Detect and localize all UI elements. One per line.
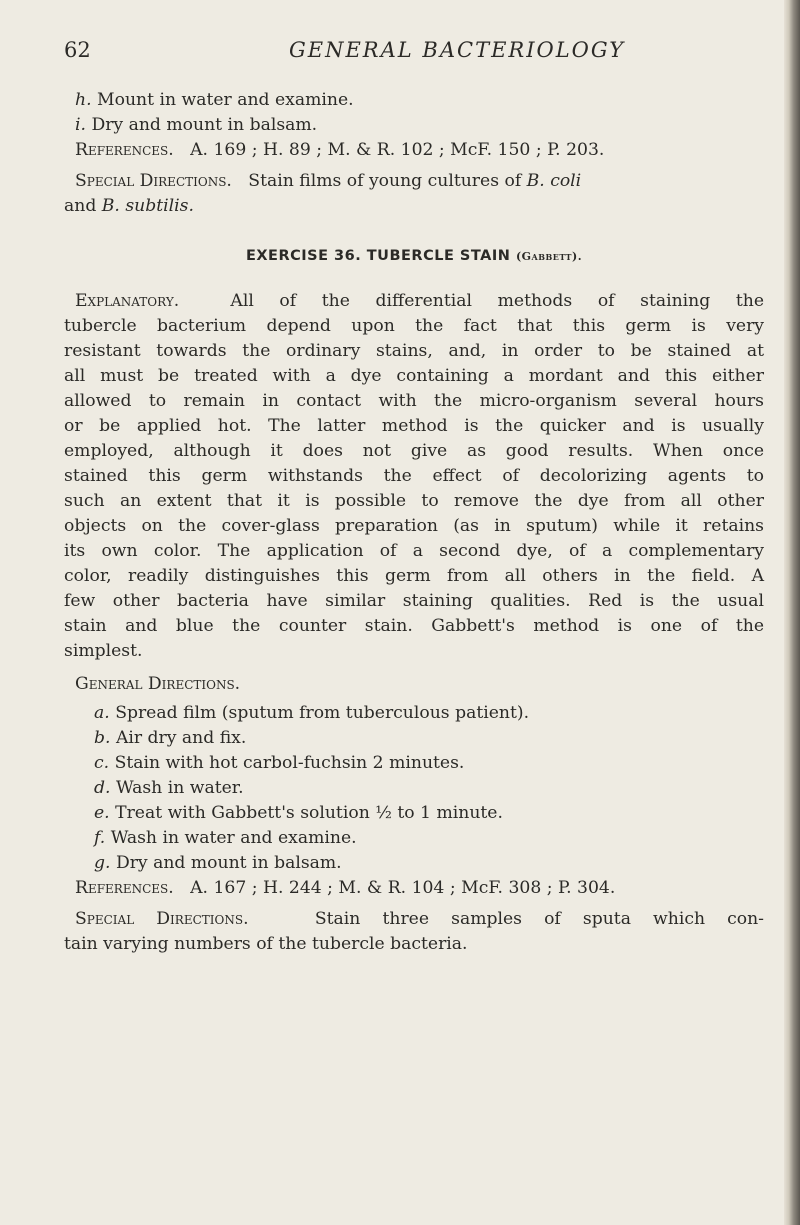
explanatory-line: stain and blue the counter stain. Gabbett's method is one of the [64, 616, 764, 636]
explanatory-line: objects on the cover-glass preparation (as in sputum) while it retains [64, 516, 764, 536]
body-text [64, 88, 764, 957]
direction-step [64, 851, 764, 876]
direction-step [64, 751, 764, 776]
exercise-subtitle: (Gabbett). [515, 250, 583, 263]
explanatory-line: its own color. The application of a second dye, of a complementary [64, 541, 764, 561]
explanatory-line: color, readily distinguishes this germ from all others in the field. A [64, 566, 764, 586]
special-directions-2-line2: tain varying numbers of the tubercle bacteria. [64, 934, 468, 954]
explanatory-line: such an extent that it is possible to remove the dye from all other [64, 491, 764, 511]
step-h [64, 88, 764, 113]
step-text: Wash in water. [115, 778, 244, 798]
general-directions-label: General Directions. [75, 674, 241, 694]
special-directions-text: Stain films of young cultures of [248, 171, 522, 191]
explanatory-label: Explanatory. [75, 291, 180, 311]
running-title: GENERAL BACTERIOLOGY [289, 38, 626, 62]
page-header [64, 38, 764, 68]
exercise-title: EXERCISE 36. TUBERCLE STAIN [245, 248, 511, 264]
direction-step [64, 726, 764, 751]
direction-step [64, 776, 764, 801]
references-1 [64, 138, 764, 163]
special-directions-text: Stain three samples of sputa which con- [314, 909, 764, 929]
page-edge-shadow [784, 0, 800, 1225]
references-label: References. [75, 878, 174, 898]
step-text: Mount in water and examine. [97, 90, 354, 110]
references-2 [64, 876, 764, 901]
step-text: Stain with hot carbol-fuchsin 2 minutes. [114, 753, 465, 773]
general-directions-heading [64, 672, 764, 697]
direction-step [64, 801, 764, 826]
step-letter: a. [94, 703, 110, 723]
step-i [64, 113, 764, 138]
explanatory-line: stained this germ withstands the effect of decolorizing agents to [64, 466, 764, 486]
species-name: B. subtilis. [101, 196, 194, 216]
exercise-heading [64, 244, 764, 269]
step-letter: c. [94, 753, 110, 773]
step-letter: e. [94, 803, 110, 823]
explanatory-line: few other bacteria have similar staining qualities. Red is the usual [64, 591, 764, 611]
explanatory-line: or be applied hot. The latter method is the quicker and is usually [64, 416, 764, 436]
conjunction-text: and [64, 196, 97, 216]
step-text: Dry and mount in balsam. [91, 115, 318, 135]
special-directions-1-line1 [64, 169, 764, 194]
step-letter: d. [94, 778, 111, 798]
paragraph-line: All of the differential methods of staining the [230, 291, 764, 311]
explanatory-line-1 [64, 289, 764, 314]
references-text: A. 169 ; H. 89 ; M. & R. 102 ; McF. 150 ; P. 203. [190, 140, 605, 160]
step-letter: f. [94, 828, 106, 848]
direction-step [64, 701, 764, 726]
explanatory-line: allowed to remain in contact with the micro-organism several hours [64, 391, 764, 411]
special-directions-label: Special Directions. [75, 909, 249, 929]
explanatory-line: all must be treated with a dye containing a mordant and this either [64, 366, 764, 386]
step-letter: h. [75, 90, 92, 110]
explanatory-line: resistant towards the ordinary stains, and, in order to be stained at [64, 341, 764, 361]
step-text: Dry and mount in balsam. [115, 853, 342, 873]
step-text: Treat with Gabbett's solution ½ to 1 minute. [115, 803, 503, 823]
references-text: A. 167 ; H. 244 ; M. & R. 104 ; McF. 308 ; P. 304. [190, 878, 616, 898]
page-number: 62 [64, 38, 91, 62]
direction-step [64, 826, 764, 851]
step-letter: b. [94, 728, 111, 748]
species-name: B. coli [526, 171, 582, 191]
special-directions-2-line1 [64, 907, 764, 932]
explanatory-line: employed, although it does not give as good results. When once [64, 441, 764, 461]
step-text: Air dry and fix. [115, 728, 247, 748]
explanatory-line: simplest. [64, 641, 143, 661]
references-label: References. [75, 140, 174, 160]
explanatory-line: tubercle bacterium depend upon the fact that this germ is very [64, 316, 764, 336]
step-text: Spread film (sputum from tuberculous patient). [115, 703, 530, 723]
special-directions-1-line2 [64, 194, 764, 219]
step-letter: i. [75, 115, 86, 135]
special-directions-label: Special Directions. [75, 171, 232, 191]
step-text: Wash in water and examine. [110, 828, 357, 848]
step-letter: g. [94, 853, 111, 873]
